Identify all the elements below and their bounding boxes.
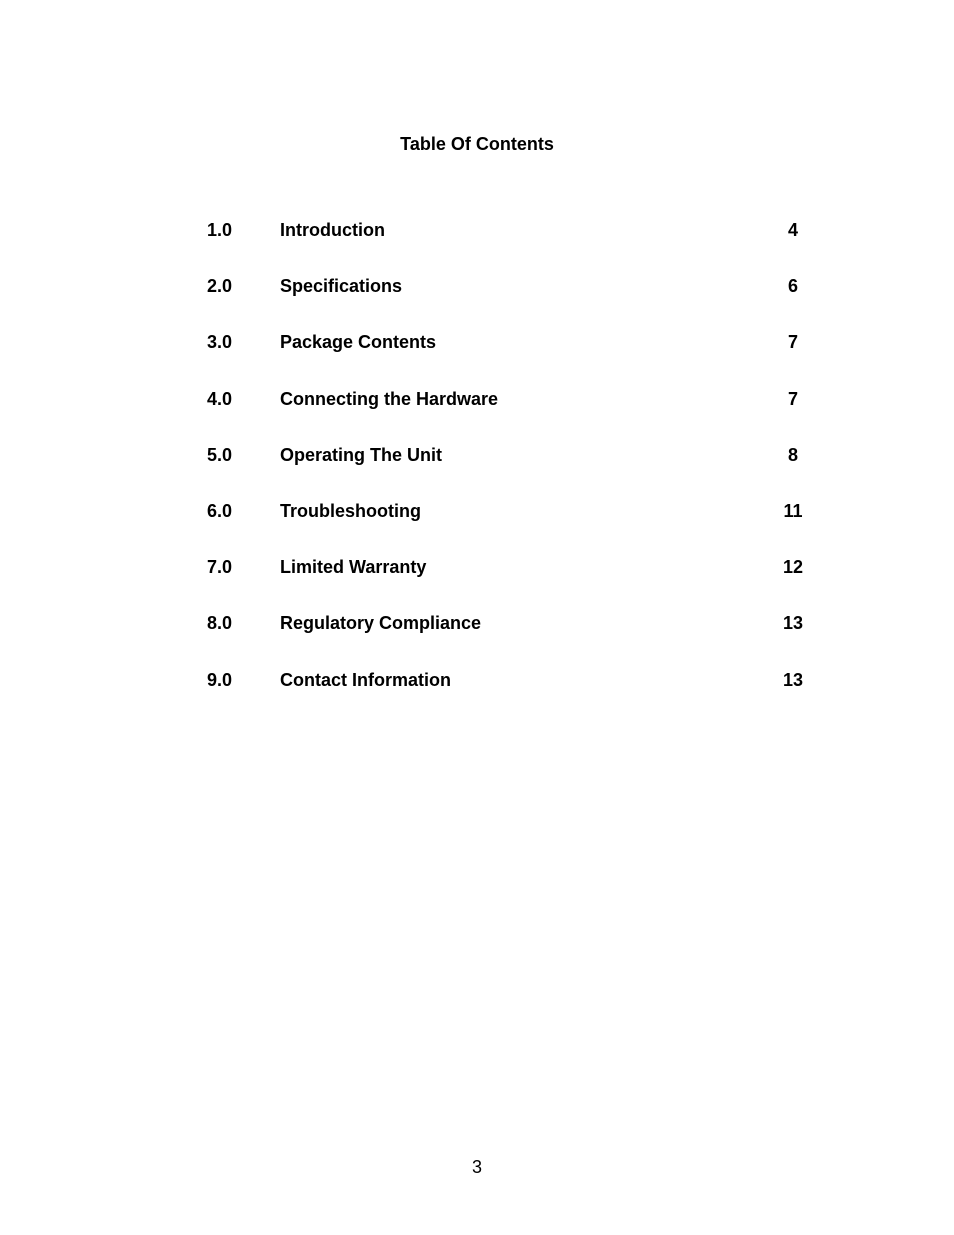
toc-entry-label: Specifications <box>280 276 403 297</box>
toc-entry-page: 13 <box>782 613 804 634</box>
toc-entry[interactable] <box>0 388 954 444</box>
toc-entry-number: 3.0 <box>207 332 233 353</box>
toc-entry-page: 7 <box>787 332 798 353</box>
page-number: 3 <box>471 1157 482 1177</box>
toc-entry-page: 7 <box>787 388 798 409</box>
toc-entry-label: Contact Information <box>280 669 451 690</box>
toc-entry[interactable] <box>0 444 954 500</box>
toc-list <box>0 219 954 725</box>
toc-entry-number: 2.0 <box>207 276 233 297</box>
toc-entry-label: Troubleshooting <box>280 500 421 521</box>
toc-entry-number: 1.0 <box>207 220 233 240</box>
toc-entry-page: 11 <box>783 500 803 521</box>
toc-entry-label: Connecting the Hardware <box>280 388 499 409</box>
toc-entry[interactable] <box>0 556 954 612</box>
toc-entry-number: 8.0 <box>207 613 233 634</box>
toc-entry-number: 7.0 <box>207 557 233 578</box>
toc-entry-page: 6 <box>787 276 798 297</box>
toc-entry-page: 4 <box>787 220 798 240</box>
toc-entry[interactable] <box>0 500 954 556</box>
toc-entry-label: Package Contents <box>280 332 437 353</box>
toc-entry-label: Regulatory Compliance <box>280 613 482 634</box>
toc-entry-page: 8 <box>787 444 798 465</box>
toc-entry-page: 13 <box>782 669 804 690</box>
toc-entry-number: 9.0 <box>207 669 233 690</box>
toc-entry[interactable] <box>0 275 954 331</box>
toc-entry[interactable] <box>0 669 954 725</box>
toc-entry-label: Limited Warranty <box>280 557 427 578</box>
toc-entry-page: 12 <box>782 557 804 578</box>
toc-entry[interactable] <box>0 331 954 387</box>
toc-entry-number: 6.0 <box>207 500 233 521</box>
toc-entry-label: Operating The Unit <box>280 444 442 465</box>
toc-entry-number: 5.0 <box>207 444 233 465</box>
toc-entry[interactable] <box>0 219 954 275</box>
toc-entry-number: 4.0 <box>207 388 233 409</box>
toc-entry[interactable] <box>0 612 954 668</box>
toc-entry-label: Introduction <box>280 220 385 240</box>
toc-title: Table Of Contents <box>400 134 554 154</box>
